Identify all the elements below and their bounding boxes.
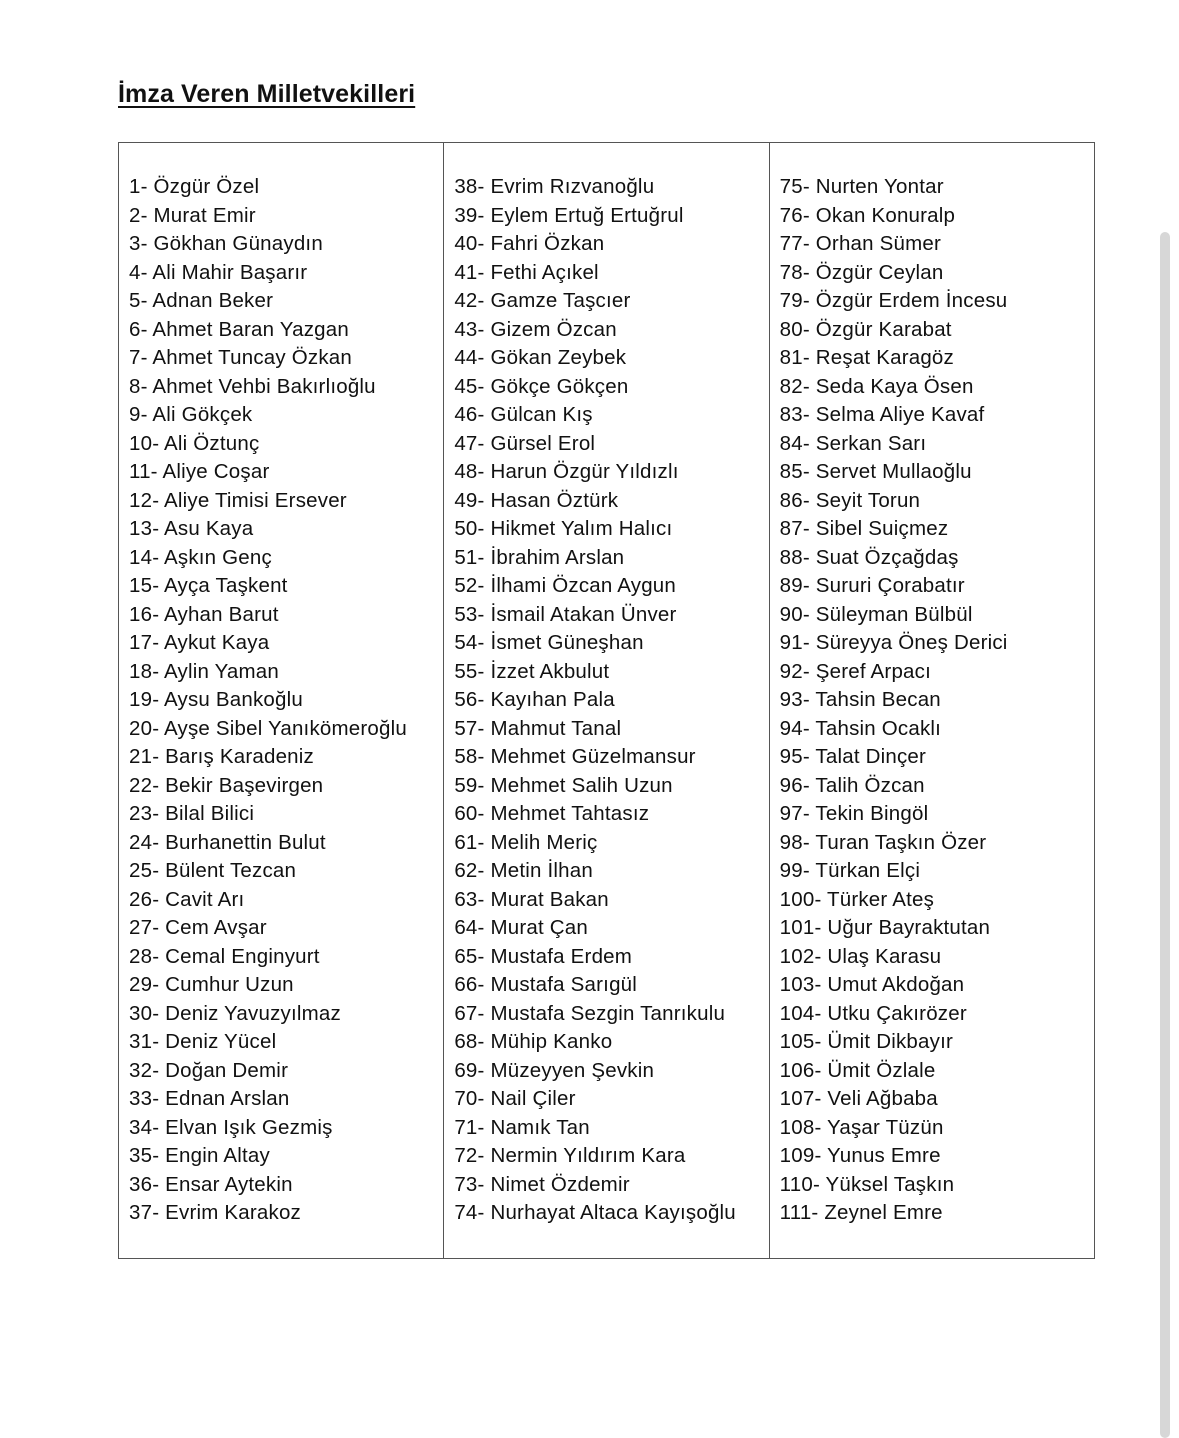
list-item: 73- Nimet Özdemir <box>454 1172 630 1196</box>
list-item: 71- Namık Tan <box>454 1115 590 1139</box>
list-item: 39- Eylem Ertuğ Ertuğrul <box>454 203 684 227</box>
list-item: 100- Türker Ateş <box>779 887 935 911</box>
column-2 <box>444 143 769 1259</box>
list-item: 84- Serkan Sarı <box>779 431 927 455</box>
list-item: 22- Bekir Başevirgen <box>129 773 324 797</box>
list-item: 16- Ayhan Barut <box>129 602 279 626</box>
list-item: 23- Bilal Bilici <box>129 802 255 825</box>
list-item: 65- Mustafa Erdem <box>454 944 633 968</box>
list-item: 91- Süreyya Öneş Derici <box>779 631 1008 654</box>
list-item: 95- Talat Dinçer <box>779 745 927 768</box>
list-item: 8- Ahmet Vehbi Bakırlıoğlu <box>129 374 376 398</box>
list-item: 2- Murat Emir <box>129 203 256 227</box>
list-item: 33- Ednan Arslan <box>129 1087 290 1110</box>
list-item: 107- Veli Ağbaba <box>779 1087 938 1110</box>
list-item: 81- Reşat Karagöz <box>779 346 954 369</box>
list-item: 4- Ali Mahir Başarır <box>129 260 308 284</box>
list-item: 108- Yaşar Tüzün <box>779 1115 944 1139</box>
list-item: 11- Aliye Coşar <box>129 460 270 483</box>
signer-list-3 <box>780 173 1094 1228</box>
list-item: 57- Mahmut Tanal <box>454 716 622 740</box>
list-item: 47- Gürsel Erol <box>454 431 596 455</box>
list-item: 96- Talih Özcan <box>779 773 925 797</box>
table-row <box>119 143 1095 1259</box>
list-item: 63- Murat Bakan <box>454 887 609 911</box>
list-item: 77- Orhan Sümer <box>779 232 942 255</box>
list-item: 58- Mehmet Güzelmansur <box>454 745 696 768</box>
list-item: 90- Süleyman Bülbül <box>779 602 973 626</box>
signers-table <box>118 142 1095 1259</box>
list-item: 64- Murat Çan <box>454 916 588 939</box>
list-item: 48- Harun Özgür Yıldızlı <box>454 460 679 483</box>
list-item: 80- Özgür Karabat <box>779 317 952 341</box>
list-item: 7- Ahmet Tuncay Özkan <box>129 346 352 369</box>
signer-list-2 <box>454 173 768 1228</box>
list-item: 46- Gülcan Kış <box>454 403 593 426</box>
list-item: 15- Ayça Taşkent <box>129 574 288 597</box>
list-item: 29- Cumhur Uzun <box>129 973 294 996</box>
list-item: 18- Aylin Yaman <box>129 659 280 683</box>
list-item: 104- Utku Çakırözer <box>779 1001 967 1025</box>
list-item: 101- Uğur Bayraktutan <box>779 916 991 939</box>
list-item: 45- Gökçe Gökçen <box>454 374 629 398</box>
column-3 <box>769 143 1094 1259</box>
list-item: 31- Deniz Yücel <box>129 1030 277 1053</box>
list-item: 111- Zeynel Emre <box>779 1201 943 1224</box>
list-item: 34- Elvan Işık Gezmiş <box>129 1115 333 1139</box>
list-item: 37- Evrim Karakoz <box>129 1201 302 1224</box>
list-item: 1- Özgür Özel <box>129 175 260 198</box>
list-item: 43- Gizem Özcan <box>454 317 617 341</box>
list-item: 35- Engin Altay <box>129 1144 270 1167</box>
list-item: 28- Cemal Enginyurt <box>129 944 320 968</box>
list-item: 26- Cavit Arı <box>129 887 245 911</box>
list-item: 25- Bülent Tezcan <box>129 859 297 882</box>
column-1 <box>119 143 444 1259</box>
list-item: 94- Tahsin Ocaklı <box>779 716 942 740</box>
list-item: 103- Umut Akdoğan <box>779 973 965 996</box>
list-item: 86- Seyit Torun <box>779 488 921 512</box>
list-item: 10- Ali Öztunç <box>129 431 260 455</box>
list-item: 78- Özgür Ceylan <box>779 260 944 284</box>
list-item: 51- İbrahim Arslan <box>454 545 625 569</box>
signer-list-1 <box>129 173 443 1228</box>
list-item: 54- İsmet Güneşhan <box>454 631 644 654</box>
list-item: 40- Fahri Özkan <box>454 232 605 255</box>
list-item: 36- Ensar Aytekin <box>129 1172 293 1196</box>
list-item: 59- Mehmet Salih Uzun <box>454 773 673 797</box>
list-item: 24- Burhanettin Bulut <box>129 830 326 854</box>
list-item: 52- İlhami Özcan Aygun <box>454 574 677 597</box>
list-item: 21- Barış Karadeniz <box>129 745 314 768</box>
list-item: 74- Nurhayat Altaca Kayışoğlu <box>454 1201 736 1224</box>
list-item: 72- Nermin Yıldırım Kara <box>454 1144 686 1167</box>
list-item: 60- Mehmet Tahtasız <box>454 802 650 825</box>
list-item: 38- Evrim Rızvanoğlu <box>454 175 655 198</box>
list-item: 67- Mustafa Sezgin Tanrıkulu <box>454 1001 726 1025</box>
list-item: 89- Sururi Çorabatır <box>779 574 965 597</box>
list-item: 109- Yunus Emre <box>779 1144 941 1167</box>
list-item: 69- Müzeyyen Şevkin <box>454 1058 655 1082</box>
list-item: 79- Özgür Erdem İncesu <box>779 289 1008 312</box>
list-item: 20- Ayşe Sibel Yanıkömeroğlu <box>129 716 407 740</box>
list-item: 32- Doğan Demir <box>129 1058 289 1082</box>
list-item: 66- Mustafa Sarıgül <box>454 973 638 996</box>
list-item: 50- Hikmet Yalım Halıcı <box>454 517 673 540</box>
list-item: 102- Ulaş Karasu <box>779 944 942 968</box>
list-item: 61- Melih Meriç <box>454 830 598 854</box>
list-item: 62- Metin İlhan <box>454 859 593 882</box>
page-title: İmza Veren Milletvekilleri <box>118 80 416 108</box>
list-item: 53- İsmail Atakan Ünver <box>454 602 677 626</box>
list-item: 75- Nurten Yontar <box>779 175 944 198</box>
list-item: 9- Ali Gökçek <box>129 403 253 426</box>
list-item: 98- Turan Taşkın Özer <box>779 830 987 854</box>
list-item: 55- İzzet Akbulut <box>454 659 610 683</box>
list-item: 49- Hasan Öztürk <box>454 488 619 512</box>
list-item: 42- Gamze Taşcıer <box>454 289 631 312</box>
list-item: 44- Gökan Zeybek <box>454 346 627 369</box>
list-item: 88- Suat Özçağdaş <box>779 545 959 569</box>
list-item: 106- Ümit Özlale <box>779 1058 936 1082</box>
list-item: 12- Aliye Timisi Ersever <box>129 488 347 512</box>
list-item: 76- Okan Konuralp <box>779 203 956 227</box>
vertical-scrollbar[interactable] <box>1160 232 1170 1438</box>
list-item: 13- Asu Kaya <box>129 517 254 540</box>
list-item: 56- Kayıhan Pala <box>454 688 615 711</box>
list-item: 17- Aykut Kaya <box>129 631 270 654</box>
list-item: 3- Gökhan Günaydın <box>129 232 323 255</box>
list-item: 99- Türkan Elçi <box>779 859 921 882</box>
list-item: 6- Ahmet Baran Yazgan <box>129 317 349 341</box>
list-item: 110- Yüksel Taşkın <box>779 1172 955 1196</box>
list-item: 87- Sibel Suiçmez <box>779 517 949 540</box>
list-item: 19- Aysu Bankoğlu <box>129 688 303 711</box>
list-item: 92- Şeref Arpacı <box>779 659 931 683</box>
list-item: 97- Tekin Bingöl <box>779 802 929 825</box>
list-item: 82- Seda Kaya Ösen <box>779 374 974 398</box>
list-item: 70- Nail Çiler <box>454 1087 576 1110</box>
list-item: 41- Fethi Açıkel <box>454 260 599 284</box>
list-item: 30- Deniz Yavuzyılmaz <box>129 1001 341 1025</box>
list-item: 105- Ümit Dikbayır <box>779 1030 953 1053</box>
list-item: 85- Servet Mullaoğlu <box>779 460 972 483</box>
list-item: 93- Tahsin Becan <box>779 688 941 711</box>
list-item: 5- Adnan Beker <box>129 289 274 312</box>
list-item: 83- Selma Aliye Kavaf <box>779 403 985 426</box>
list-item: 68- Mühip Kanko <box>454 1030 613 1053</box>
list-item: 14- Aşkın Genç <box>129 545 272 569</box>
list-item: 27- Cem Avşar <box>129 916 267 939</box>
